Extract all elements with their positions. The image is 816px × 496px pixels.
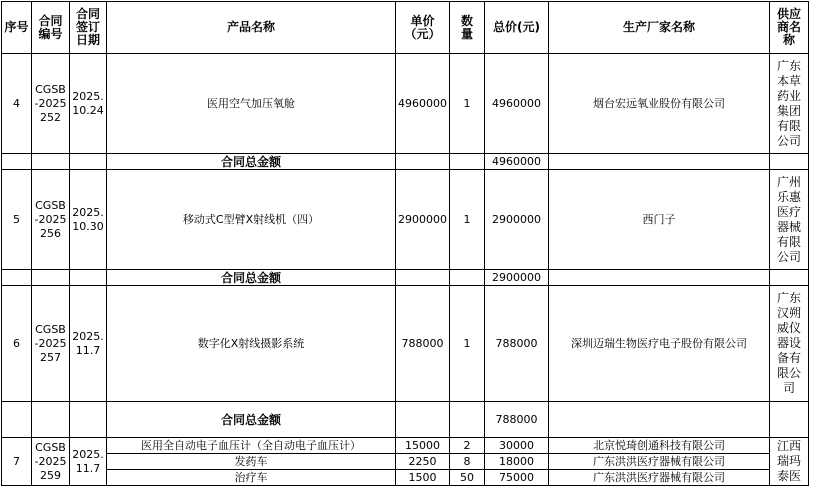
row-qty: 2	[450, 438, 485, 454]
table-row	[2, 438, 809, 454]
sum-value: 2900000	[485, 270, 549, 286]
sum-row	[2, 270, 809, 286]
row-product: 医用全自动电子血压计（全自动电子血压计）	[107, 438, 396, 454]
row-no: 5	[2, 170, 32, 270]
row-total: 788000	[485, 286, 549, 402]
sum-value: 4960000	[485, 154, 549, 170]
row-unit-price: 15000	[396, 438, 450, 454]
row-supplier: 广州乐惠医疗器械有限公司	[770, 170, 809, 270]
header-no: 序号	[2, 2, 32, 54]
row-total: 2900000	[485, 170, 549, 270]
row-supplier: 广东本草药业集团有限公司	[770, 54, 809, 154]
row-maker: 广东洪洪医疗器械有限公司	[549, 470, 770, 486]
row-product: 数字化X射线摄影系统	[107, 286, 396, 402]
header-contract-no: 合同编号	[32, 2, 70, 54]
header-sign-date: 合同签订日期	[70, 2, 107, 54]
row-product: 医用空气加压氧舱	[107, 54, 396, 154]
table-row	[2, 470, 809, 486]
row-maker: 深圳迈瑞生物医疗电子股份有限公司	[549, 286, 770, 402]
row-maker: 西门子	[549, 170, 770, 270]
row-total: 75000	[485, 470, 549, 486]
row-total: 30000	[485, 438, 549, 454]
row-contract-no: CGSB-2025259	[32, 438, 70, 486]
header-qty: 数量	[450, 2, 485, 54]
row-qty: 1	[450, 54, 485, 154]
row-sign-date: 2025.10.24	[70, 54, 107, 154]
row-unit-price: 2250	[396, 454, 450, 470]
table-row	[2, 454, 809, 470]
sum-label: 合同总金额	[107, 402, 396, 438]
sum-label: 合同总金额	[107, 270, 396, 286]
row-qty: 1	[450, 286, 485, 402]
table-row	[2, 286, 809, 402]
row-maker: 烟台宏远氧业股份有限公司	[549, 54, 770, 154]
header-total: 总价(元)	[485, 2, 549, 54]
header-row	[2, 2, 809, 54]
row-contract-no: CGSB-2025252	[32, 54, 70, 154]
row-no: 7	[2, 438, 32, 486]
row-sign-date: 2025.11.7	[70, 286, 107, 402]
header-unit-price: 单价（元）	[396, 2, 450, 54]
row-unit-price: 4960000	[396, 54, 450, 154]
header-supplier: 供应商名称	[770, 2, 809, 54]
table-row	[2, 170, 809, 270]
procurement-contract-table	[1, 1, 809, 486]
sum-value: 788000	[485, 402, 549, 438]
row-supplier: 广东汉朔威仪器设备有限公司	[770, 286, 809, 402]
row-unit-price: 1500	[396, 470, 450, 486]
row-total: 4960000	[485, 54, 549, 154]
row-total: 18000	[485, 454, 549, 470]
header-maker: 生产厂家名称	[549, 2, 770, 54]
row-qty: 8	[450, 454, 485, 470]
table-row	[2, 54, 809, 154]
sum-row	[2, 154, 809, 170]
row-sign-date: 2025.10.30	[70, 170, 107, 270]
sum-label: 合同总金额	[107, 154, 396, 170]
row-unit-price: 788000	[396, 286, 450, 402]
row-maker: 北京悦琦创通科技有限公司	[549, 438, 770, 454]
row-qty: 1	[450, 170, 485, 270]
row-no: 6	[2, 286, 32, 402]
row-unit-price: 2900000	[396, 170, 450, 270]
row-qty: 50	[450, 470, 485, 486]
sum-row	[2, 402, 809, 438]
header-product: 产品名称	[107, 2, 396, 54]
row-contract-no: CGSB-2025256	[32, 170, 70, 270]
row-product: 移动式C型臂X射线机（四）	[107, 170, 396, 270]
row-maker: 广东洪洪医疗器械有限公司	[549, 454, 770, 470]
row-product: 治疗车	[107, 470, 396, 486]
row-contract-no: CGSB-2025257	[32, 286, 70, 402]
row-no: 4	[2, 54, 32, 154]
row-supplier: 江西瑞玛泰医	[770, 438, 809, 486]
row-product: 发药车	[107, 454, 396, 470]
row-sign-date: 2025.11.7	[70, 438, 107, 486]
